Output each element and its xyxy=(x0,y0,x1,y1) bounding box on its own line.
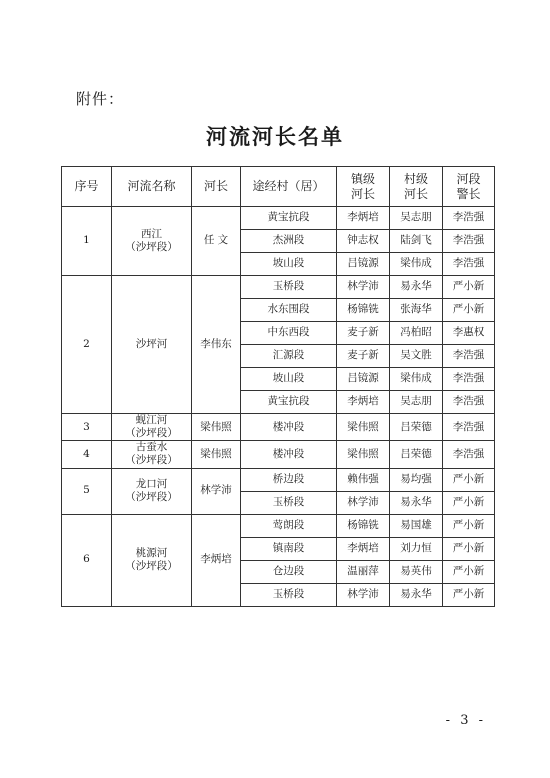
river-name-cell xyxy=(112,514,192,606)
village-segment-cell: 黄宝抗段 xyxy=(241,391,337,414)
table-header-row xyxy=(62,167,495,207)
town-chief-cell: 赖伟强 xyxy=(337,468,390,491)
police-chief-cell: 李浩强 xyxy=(443,207,495,230)
village-segment-cell: 汇源段 xyxy=(241,345,337,368)
river-seq-cell: 6 xyxy=(62,514,112,606)
river-chief-cell: 李炳培 xyxy=(192,514,241,606)
river-name-line2: （沙坪段） xyxy=(125,491,178,503)
table-body xyxy=(62,207,495,607)
village-segment-cell: 莺朗段 xyxy=(241,514,337,537)
police-chief-cell: 李浩强 xyxy=(443,253,495,276)
river-seq-cell: 4 xyxy=(62,441,112,468)
police-chief-cell: 严小新 xyxy=(443,468,495,491)
police-chief-cell: 严小新 xyxy=(443,491,495,514)
town-chief-cell: 梁伟照 xyxy=(337,414,390,441)
village-chief-cell: 陆剑飞 xyxy=(390,230,443,253)
village-chief-cell: 易国雄 xyxy=(390,514,443,537)
header-villages: 途经村（居） xyxy=(241,167,337,207)
river-seq-cell: 1 xyxy=(62,207,112,276)
police-chief-cell: 李浩强 xyxy=(443,368,495,391)
document-title: 河流河长名单 xyxy=(206,124,344,149)
town-chief-cell: 李炳培 xyxy=(337,537,390,560)
police-chief-cell: 严小新 xyxy=(443,276,495,299)
village-chief-cell: 梁伟成 xyxy=(390,368,443,391)
river-name-line1: 沙坪河 xyxy=(135,337,168,350)
header-town-chief xyxy=(337,167,390,207)
river-seq-cell: 3 xyxy=(62,414,112,441)
table-row xyxy=(62,514,495,537)
river-name-cell xyxy=(112,414,192,441)
town-chief-cell: 杨锦铣 xyxy=(337,299,390,322)
header-seq: 序号 xyxy=(62,167,112,207)
river-chief-cell: 梁伟照 xyxy=(192,441,241,468)
police-chief-cell: 李浩强 xyxy=(443,391,495,414)
village-chief-cell: 吕荣德 xyxy=(390,441,443,468)
village-segment-cell: 玉桥段 xyxy=(241,491,337,514)
village-segment-cell: 桥边段 xyxy=(241,468,337,491)
village-segment-cell: 水东围段 xyxy=(241,299,337,322)
header-police xyxy=(443,167,495,207)
village-chief-cell: 吴志朋 xyxy=(390,391,443,414)
header-village-chief-line1: 村级 xyxy=(403,171,428,186)
river-name-line1: 龙口河 xyxy=(135,477,168,490)
police-chief-cell: 严小新 xyxy=(443,560,495,583)
header-police-line1: 河段 xyxy=(456,171,481,186)
table-row xyxy=(62,414,495,441)
village-chief-cell: 张海华 xyxy=(390,299,443,322)
town-chief-cell: 钟志权 xyxy=(337,230,390,253)
river-name-line1: 西江 xyxy=(141,227,162,240)
river-name-line2: （沙坪段） xyxy=(125,454,178,467)
police-chief-cell: 严小新 xyxy=(443,537,495,560)
river-seq-cell: 5 xyxy=(62,468,112,514)
river-name-line1: 蚬江河 xyxy=(135,414,168,426)
table-row xyxy=(62,468,495,491)
river-seq-cell: 2 xyxy=(62,276,112,414)
village-segment-cell: 楼冲段 xyxy=(241,414,337,441)
village-segment-cell: 黄宝抗段 xyxy=(241,207,337,230)
header-village-chief-line2: 河长 xyxy=(403,186,428,201)
river-name-cell xyxy=(112,207,192,276)
town-chief-cell: 吕镜源 xyxy=(337,368,390,391)
river-name-line2: （沙坪段） xyxy=(125,241,178,253)
village-segment-cell: 中东西段 xyxy=(241,322,337,345)
town-chief-cell: 吕镜源 xyxy=(337,253,390,276)
river-chief-table xyxy=(61,166,495,607)
village-chief-cell: 吴文胜 xyxy=(390,345,443,368)
village-segment-cell: 镇南段 xyxy=(241,537,337,560)
village-chief-cell: 易英伟 xyxy=(390,560,443,583)
river-name-line1: 古蚕水 xyxy=(135,441,168,454)
police-chief-cell: 李惠权 xyxy=(443,322,495,345)
village-chief-cell: 易永华 xyxy=(390,583,443,606)
town-chief-cell: 温丽萍 xyxy=(337,560,390,583)
table-row xyxy=(62,207,495,230)
village-chief-cell: 吕荣德 xyxy=(390,414,443,441)
village-segment-cell: 坡山段 xyxy=(241,253,337,276)
village-segment-cell: 坡山段 xyxy=(241,368,337,391)
police-chief-cell: 李浩强 xyxy=(443,230,495,253)
header-police-line2: 警长 xyxy=(456,186,481,201)
town-chief-cell: 麦子新 xyxy=(337,345,390,368)
header-town-chief-line2: 河长 xyxy=(350,186,375,201)
town-chief-cell: 李炳培 xyxy=(337,391,390,414)
village-chief-cell: 冯柏昭 xyxy=(390,322,443,345)
police-chief-cell: 李浩强 xyxy=(443,441,495,468)
village-chief-cell: 吴志朋 xyxy=(390,207,443,230)
village-chief-cell: 刘力恒 xyxy=(390,537,443,560)
town-chief-cell: 麦子新 xyxy=(337,322,390,345)
village-segment-cell: 仓边段 xyxy=(241,560,337,583)
village-segment-cell: 楼冲段 xyxy=(241,441,337,468)
page-number: - 3 - xyxy=(445,713,486,728)
town-chief-cell: 李炳培 xyxy=(337,207,390,230)
table-row xyxy=(62,276,495,299)
river-name-line2: （沙坪段） xyxy=(125,560,178,572)
village-chief-cell: 易均强 xyxy=(390,468,443,491)
village-segment-cell: 玉桥段 xyxy=(241,583,337,606)
village-chief-cell: 易永华 xyxy=(390,491,443,514)
header-chief: 河长 xyxy=(192,167,241,207)
river-chief-cell: 林学沛 xyxy=(192,468,241,514)
river-chief-cell: 梁伟照 xyxy=(192,414,241,441)
river-chief-cell: 李伟东 xyxy=(192,276,241,414)
river-chief-cell: 任 文 xyxy=(192,207,241,276)
police-chief-cell: 严小新 xyxy=(443,514,495,537)
river-name-line1: 桃源河 xyxy=(135,546,168,559)
town-chief-cell: 林学沛 xyxy=(337,491,390,514)
village-chief-cell: 易永华 xyxy=(390,276,443,299)
header-town-chief-line1: 镇级 xyxy=(350,171,375,186)
town-chief-cell: 林学沛 xyxy=(337,276,390,299)
police-chief-cell: 严小新 xyxy=(443,583,495,606)
header-river-name: 河流名称 xyxy=(112,167,192,207)
police-chief-cell: 严小新 xyxy=(443,299,495,322)
river-name-line2: （沙坪段） xyxy=(125,427,178,440)
town-chief-cell: 梁伟照 xyxy=(337,441,390,468)
village-chief-cell: 梁伟成 xyxy=(390,253,443,276)
table-row xyxy=(62,441,495,468)
village-segment-cell: 杰洲段 xyxy=(241,230,337,253)
river-name-cell xyxy=(112,276,192,414)
river-name-cell xyxy=(112,441,192,468)
attachment-label: 附件： xyxy=(76,90,125,108)
village-segment-cell: 玉桥段 xyxy=(241,276,337,299)
police-chief-cell: 李浩强 xyxy=(443,345,495,368)
town-chief-cell: 杨锦铣 xyxy=(337,514,390,537)
header-village-chief xyxy=(390,167,443,207)
police-chief-cell: 李浩强 xyxy=(443,414,495,441)
town-chief-cell: 林学沛 xyxy=(337,583,390,606)
river-name-cell xyxy=(112,468,192,514)
